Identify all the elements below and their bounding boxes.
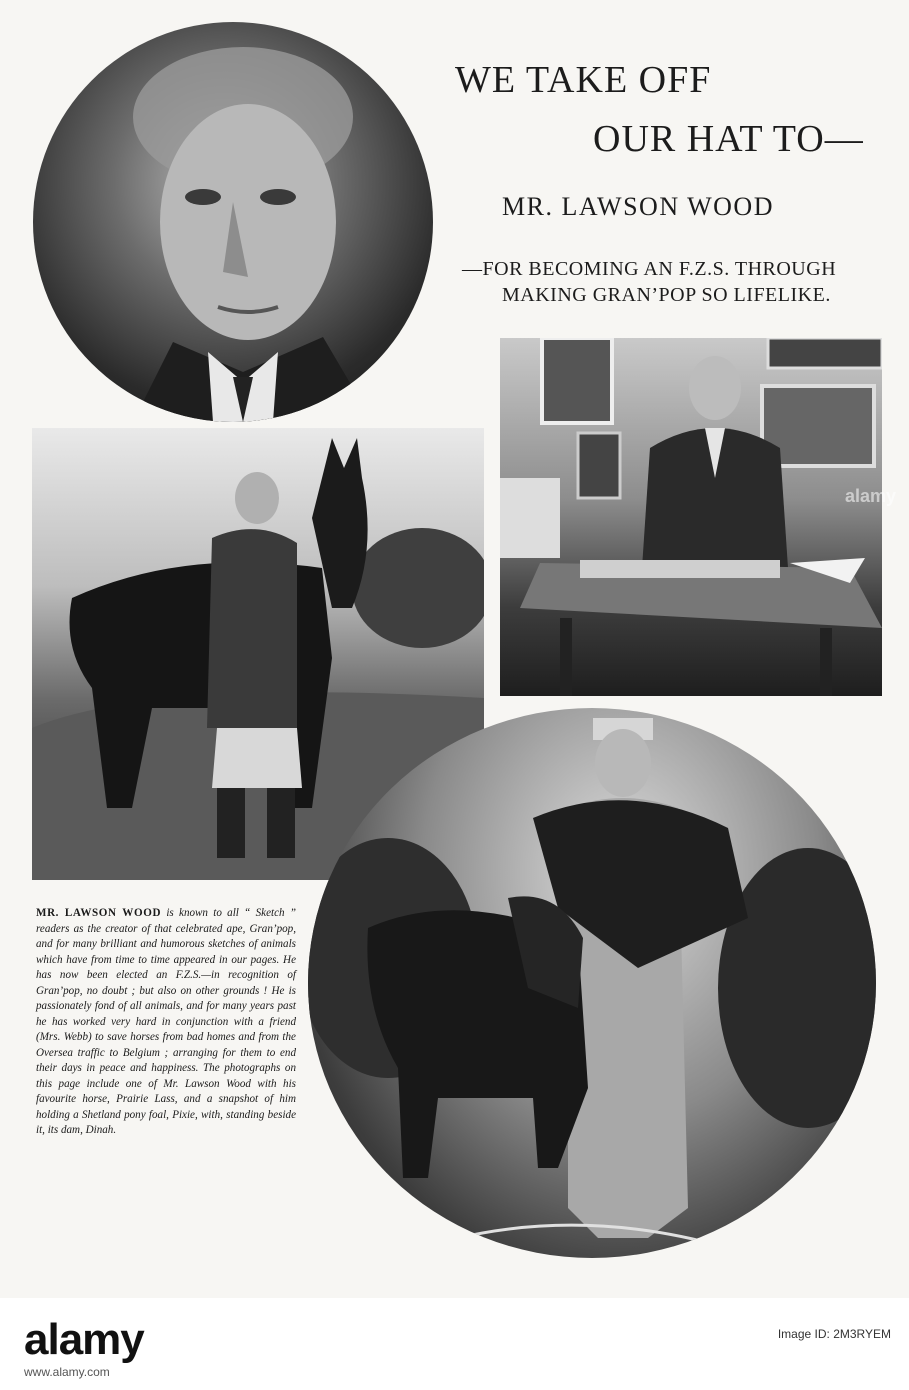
- studio-photo: [500, 338, 882, 696]
- pony-photo: [308, 708, 876, 1258]
- image-id: Image ID: 2M3RYEM: [777, 1327, 891, 1341]
- watermark: alamy: [845, 486, 897, 506]
- headline-line-2: OUR HAT TO—: [593, 118, 864, 160]
- site-url[interactable]: www.alamy.com: [24, 1365, 110, 1379]
- alamy-logo[interactable]: alamy: [24, 1315, 144, 1364]
- caption-lead: MR. LAWSON WOOD: [36, 907, 162, 919]
- headline-name: MR. LAWSON WOOD: [502, 192, 774, 221]
- caption-body: is known to all “ Sketch ” readers as the creator of that celebrated ape, Gran’pop, and for many brilliant and humorous sketches of animals which have from time to time appeared in our pages. He has now been elected an F.Z.S.—in recognition of Gran’pop, no doubt ; but also on other grounds ! He is passionately fond of all animals, and for many years past he has worked very hard in conjunction with a friend (Mrs. Webb) to save horses from bad homes and from the Oversea traffic to Belgium ; arranging for them to end their days in peace and happiness. The photographs on this page include one of Mr. Lawson Wood with his favourite horse, Prairie Lass, and a snapshot of him holding a Shetland pony foal, Pixie, with, standing beside it, its dam, Dinah.: [36, 907, 296, 1136]
- pony-illustration: [308, 708, 876, 1258]
- subtitle-line-2: MAKING GRAN’POP SO LIFELIKE.: [502, 284, 831, 306]
- article-caption: [36, 906, 296, 1139]
- studio-illustration: [500, 338, 882, 696]
- headline-line-1: WE TAKE OFF: [455, 59, 712, 101]
- headline-subtitle: [462, 256, 836, 308]
- portrait-photo: [33, 22, 433, 422]
- portrait-illustration: [33, 22, 433, 422]
- subtitle-line-1: —FOR BECOMING AN F.Z.S. THROUGH: [462, 258, 837, 280]
